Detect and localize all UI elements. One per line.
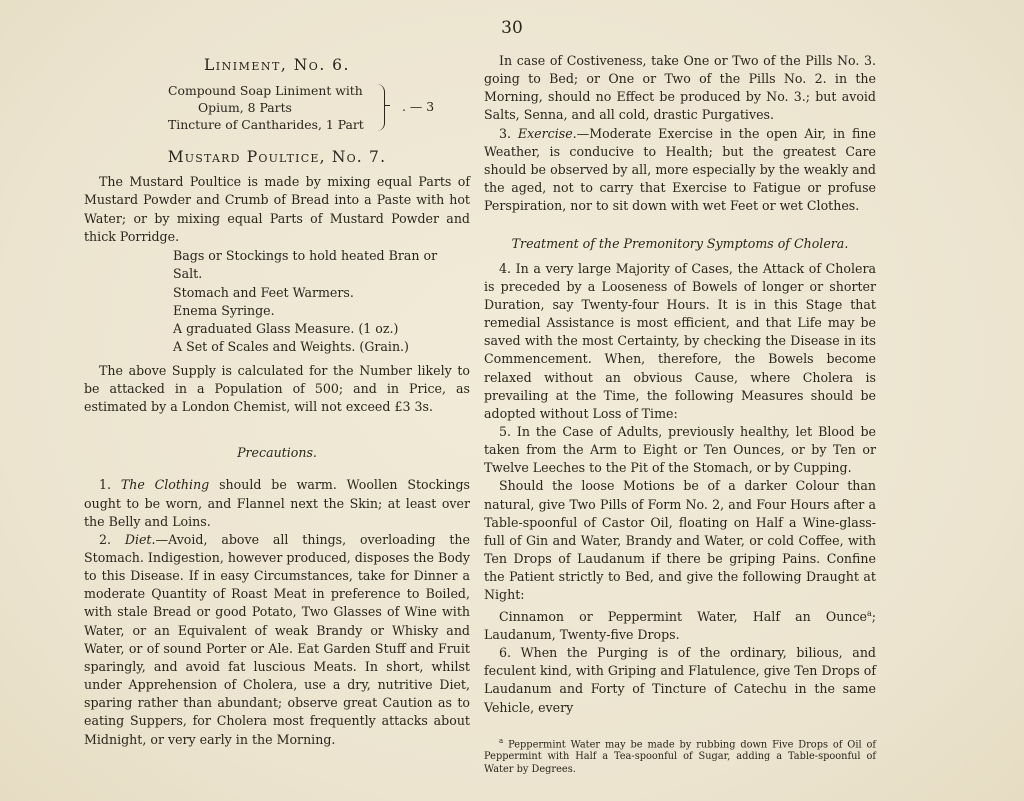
footnote (484, 735, 876, 776)
list-item: Bags or Stockings to hold heated Bran or Salt. (173, 247, 438, 282)
list-item: Enema Syringe. (173, 302, 275, 318)
supply-list (84, 247, 470, 357)
item-title: Exercise. (517, 125, 577, 141)
precaution-2 (84, 531, 470, 749)
footnote-text: Peppermint Water may be made by rubbing down Five Drops of Oil of Peppermint with Half a Tea-spoonful of Sugar, adding a Table-spoonful of Water by Degrees. (484, 738, 876, 775)
poultice-heading: Mustard Poultice, No. 7. (167, 148, 387, 167)
paragraph-5: 5. In the Case of Adults, previously healthy, let Blood be taken from the Arm to Eight or Ten Ounces, or by Ten or Twelve Leeches to the Pit of the Stomach, or by Cupping. (484, 423, 876, 476)
liniment-heading: Liniment, No. 6. (204, 56, 350, 74)
left-column (84, 52, 470, 749)
item-number: 1. (99, 477, 121, 493)
paragraph-4: 4. In a very large Majority of Cases, the Attack of Cholera is preceded by a Looseness of Bowels of longer or shorter Duration, say Twenty-four Hours. It is in this Stage that remedial Assistance is most efficient, and that Life may be saved with the most Certainty, by checking the Disease in its Commencement. When, therefore, the Bowels become relaxed without an obvious Cause, where Cholera is prevailing at the Time, the following Measures should be adopted without Loss of Time: (484, 260, 876, 421)
right-column (484, 52, 876, 776)
brace-mark (374, 84, 385, 131)
item-text: should be warm. Woollen Stockings ought to be worn, and Flannel next the Skin; at least over the Belly and Loins. (84, 477, 470, 529)
item-text: —Moderate Exercise in the open Air, in fine Weather, is conducive to Health; but the greatest Care should be observed by all, more especially by the weakly and the aged, not to carry that Exercise to Fatigue or profuse Perspiration, nor to sit down with wet Feet or wet Clothes. (484, 125, 876, 214)
item-number: 2. (99, 531, 125, 547)
list-item: A graduated Glass Measure. (1 oz.) (173, 321, 399, 337)
supply-paragraph: The above Supply is calculated for the Number likely to be attacked in a Population of 500; and in Price, as estimated by a London Chemist, will not exceed £3 3s. (84, 362, 470, 415)
item-title: Diet. (124, 531, 156, 547)
precaution-1 (84, 476, 470, 530)
draught-text: Cinnamon or Peppermint Water, Half an Ounce (499, 608, 867, 624)
item-number: 3. (499, 125, 518, 141)
paragraph-6: 6. When the Purging is of the ordinary, bilious, and feculent kind, with Griping and Flatulence, give Ten Drops of Laudanum and Forty of Tincture of Catechu in the same Vehicle, every (484, 645, 876, 715)
poultice-paragraph: The Mustard Poultice is made by mixing equal Parts of Mustard Powder and Crumb of Bread into a Paste with hot Water; or by mixing equal Parts of Mustard Powder and thick Porridge. (84, 174, 470, 244)
precaution-3 (484, 125, 876, 216)
costiveness-paragraph: In case of Costiveness, take One or Two of the Pills No. 3. going to Bed; or One or Two of the Pills No. 2. in the Morning, should no Effect be produced by No. 3.; but avoid Salts, Senna, and all cold, drastic Purgatives. (484, 53, 876, 123)
recipe-line: Tincture of Cantharides, 1 Part (168, 117, 364, 133)
draught-text: ; Laudanum, Twenty-five Drops. (484, 608, 876, 642)
draught-paragraph (484, 605, 876, 645)
loose-motions-paragraph: Should the loose Motions be of a darker Colour than natural, give Two Pills of Form No. 2, and Four Hours after a Table-spoonful of Castor Oil, floating on Half a Wine-glass-full of Gin and Water, Brandy and Water, or cold Coffee, with Ten Drops of Laudanum if there be griping Pains. Confine the Patient strictly to Bed, and give the following Draught at Night: (484, 478, 876, 603)
liniment-recipe (84, 82, 470, 134)
recipe-dose: . — 3 (402, 99, 435, 115)
recipe-line: Opium, 8 Parts (198, 100, 292, 116)
footnote-ref: a (866, 608, 872, 618)
treatment-heading: Treatment of the Premonitory Symptoms of Cholera. (511, 236, 849, 252)
page-number: 30 (501, 18, 523, 38)
precautions-heading: Precautions. (237, 445, 317, 461)
item-title: The Clothing (120, 477, 210, 493)
footnote-mark: a (499, 736, 504, 745)
list-item: A Set of Scales and Weights. (Grain.) (173, 339, 409, 355)
recipe-line: Compound Soap Liniment with (168, 83, 363, 99)
item-text: —Avoid, above all things, overloading the Stomach. Indigestion, however produced, disposes the Body to this Disease. If in easy Circumstances, take for Dinner a moderate Quantity of Roast Meat in preference to Boiled, with stale Bread or good Potato, Two Glasses of Wine with Water, or an Equivalent of weak Brandy or Whisky and Water, or of sound Porter or Ale. Eat Garden Stuff and Fruit sparingly, and avoid fat luscious Meats. In short, whilst under Apprehension of Cholera, use a dry, nutritive Diet, sparing rather than abundant; observe great Caution as to eating Suppers, for Cholera most frequently attacks about Midnight, or very early in the Morning. (84, 531, 470, 747)
list-item: Stomach and Feet Warmers. (173, 284, 354, 300)
